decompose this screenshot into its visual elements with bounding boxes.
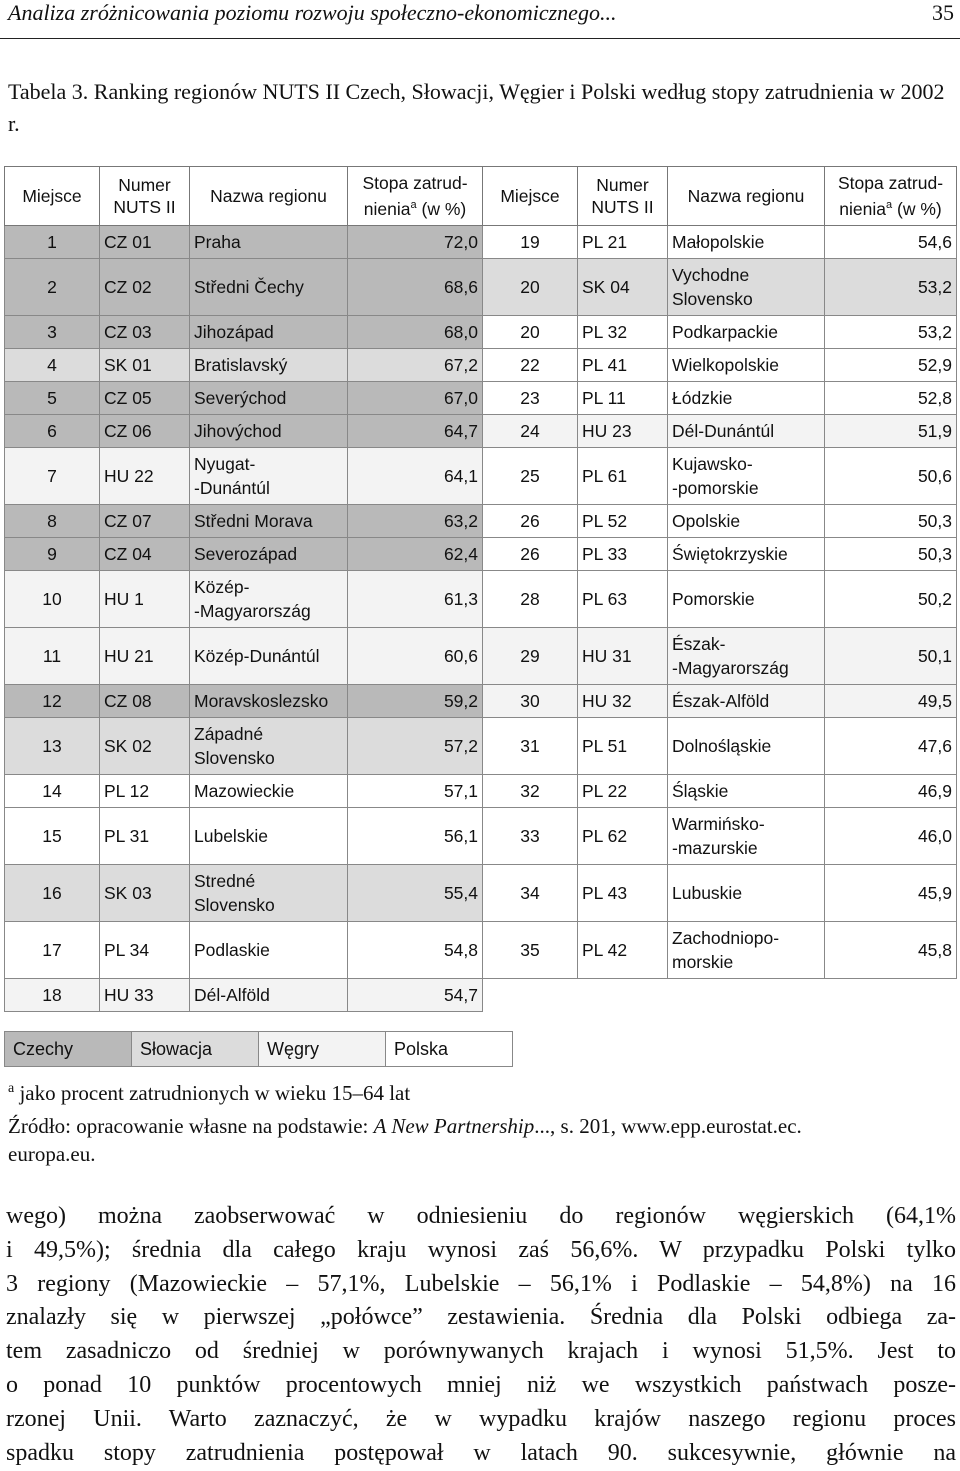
rank-cell (483, 979, 578, 1012)
region-name-cell: Mazowieckie (190, 775, 348, 808)
region-name-cell: Lubuskie (668, 865, 825, 922)
rank-cell: 32 (483, 775, 578, 808)
region-name-line: Zachodniopo- (672, 928, 780, 948)
region-name-cell (668, 922, 825, 979)
rank-cell: 26 (483, 538, 578, 571)
region-name-cell: Małopolskie (668, 226, 825, 259)
header-stopa-unit: (w %) (892, 198, 942, 219)
nuts-code-cell: CZ 02 (100, 259, 190, 316)
body-line: o ponad 10 punktów procentowych mniej niż we wszystkich państwach posze- (6, 1371, 956, 1398)
region-name-cell: Opolskie (668, 505, 825, 538)
rank-cell: 10 (5, 571, 100, 628)
source-prefix: Źródło: opracowanie własne na podstawie: (8, 1114, 374, 1138)
region-name-line: Slovensko (672, 289, 753, 309)
employment-rate-cell: 67,2 (348, 349, 483, 382)
region-name-cell (668, 808, 825, 865)
region-name-cell: Świętokrzyskie (668, 538, 825, 571)
nuts-code-cell: HU 31 (578, 628, 668, 685)
region-name-line: -mazurskie (672, 838, 758, 858)
employment-rate-cell (825, 979, 957, 1012)
rank-cell: 31 (483, 718, 578, 775)
region-name-cell: Středni Morava (190, 505, 348, 538)
rank-cell: 20 (483, 259, 578, 316)
body-line: i 49,5%); średnia dla całego kraju wynosi zaś 56,6%. W przypadku Polski tylko (6, 1236, 956, 1263)
employment-rate-cell: 50,3 (825, 538, 957, 571)
region-name-line: morskie (672, 952, 734, 972)
employment-rate-cell: 50,1 (825, 628, 957, 685)
region-name-cell: Dolnośląskie (668, 718, 825, 775)
nuts-code-cell: PL 63 (578, 571, 668, 628)
nuts-code-cell: SK 01 (100, 349, 190, 382)
running-title: Analiza zróżnicowania poziomu rozwoju społeczno-ekonomicznego... (8, 0, 617, 25)
header-miejsce-right: Miejsce (483, 167, 578, 226)
employment-rate-cell: 52,9 (825, 349, 957, 382)
nuts-code-cell: PL 34 (100, 922, 190, 979)
table-row (5, 571, 957, 628)
region-name-cell (190, 718, 348, 775)
employment-rate-cell: 57,1 (348, 775, 483, 808)
nuts-code-cell: HU 22 (100, 448, 190, 505)
country-legend (4, 1031, 512, 1067)
table-row (5, 226, 957, 259)
table-row (5, 979, 957, 1012)
region-name-cell: Severýchod (190, 382, 348, 415)
header-stopa-line1: Stopa zatrud- (837, 173, 944, 194)
rank-cell: 3 (5, 316, 100, 349)
region-name-line: Západné (194, 724, 264, 744)
region-name-line: Slovensko (194, 748, 275, 768)
region-name-cell: Lubelskie (190, 808, 348, 865)
legend-wegry: Węgry (258, 1031, 386, 1067)
rank-cell: 18 (5, 979, 100, 1012)
header-stopa-line2: nienia (839, 198, 886, 219)
header-nazwa-right: Nazwa regionu (668, 167, 825, 226)
table-caption: Tabela 3. Ranking regionów NUTS II Czech, Słowacji, Węgier i Polski według stopy zatrudnienia w 2002 r. (8, 79, 945, 136)
region-name-cell (190, 571, 348, 628)
rank-cell: 5 (5, 382, 100, 415)
nuts-code-cell: PL 42 (578, 922, 668, 979)
employment-rate-cell: 62,4 (348, 538, 483, 571)
region-name-cell: Praha (190, 226, 348, 259)
region-name-cell: Jihozápad (190, 316, 348, 349)
nuts-code-cell: HU 1 (100, 571, 190, 628)
nuts-code-cell: HU 32 (578, 685, 668, 718)
nuts-code-cell: PL 33 (578, 538, 668, 571)
nuts-code-cell: PL 21 (578, 226, 668, 259)
rank-cell: 9 (5, 538, 100, 571)
nuts-code-cell: PL 43 (578, 865, 668, 922)
region-name-cell: Středni Čechy (190, 259, 348, 316)
employment-rate-cell: 46,9 (825, 775, 957, 808)
body-line: 3 regiony (Mazowieckie – 57,1%, Lubelskie – 56,1% i Podlaskie – 54,8%) na 16 (6, 1270, 956, 1297)
region-name-line: Közép- (194, 577, 250, 597)
region-name-cell: Bratislavský (190, 349, 348, 382)
employment-rate-cell: 50,3 (825, 505, 957, 538)
nuts-code-cell: PL 52 (578, 505, 668, 538)
table-row (5, 865, 957, 922)
source-title: A New Partnership (373, 1114, 535, 1138)
region-name-line: -Dunántúl (194, 478, 270, 498)
employment-rate-cell: 61,3 (348, 571, 483, 628)
region-name-cell: Moravskoslezsko (190, 685, 348, 718)
employment-rate-cell: 67,0 (348, 382, 483, 415)
footnote-marker: a (886, 199, 893, 212)
region-name-cell: Śląskie (668, 775, 825, 808)
rank-cell: 1 (5, 226, 100, 259)
footnote-text: jako procent zatrudnionych w wieku 15–64 lat (14, 1081, 411, 1105)
employment-rate-cell: 50,6 (825, 448, 957, 505)
table-row (5, 349, 957, 382)
region-name-cell (668, 979, 825, 1012)
table-row (5, 538, 957, 571)
nuts-code-cell: CZ 05 (100, 382, 190, 415)
employment-rate-cell: 53,2 (825, 259, 957, 316)
table-header-row (5, 167, 957, 226)
employment-rate-cell: 68,0 (348, 316, 483, 349)
nuts-code-cell: PL 31 (100, 808, 190, 865)
rank-cell: 29 (483, 628, 578, 685)
header-stopa-right (825, 167, 957, 226)
region-name-cell: Łódzkie (668, 382, 825, 415)
employment-rate-cell: 54,8 (348, 922, 483, 979)
nuts-code-cell: PL 22 (578, 775, 668, 808)
region-name-cell: Dél-Alföld (190, 979, 348, 1012)
region-name-cell: Severozápad (190, 538, 348, 571)
nuts-code-cell: CZ 07 (100, 505, 190, 538)
region-name-line: Vychodne (672, 265, 750, 285)
nuts-code-cell: CZ 03 (100, 316, 190, 349)
nuts-code-cell: PL 12 (100, 775, 190, 808)
rank-cell: 4 (5, 349, 100, 382)
employment-rate-cell: 51,9 (825, 415, 957, 448)
table-row (5, 382, 957, 415)
body-line: tem zasadniczo od średniej w porównywanych krajach i wynosi 51,5%. Jest to (6, 1338, 956, 1365)
header-stopa-left (348, 167, 483, 226)
rank-cell: 19 (483, 226, 578, 259)
region-name-cell: Podlaskie (190, 922, 348, 979)
page-number: 35 (932, 0, 954, 25)
rank-cell: 15 (5, 808, 100, 865)
rank-cell: 13 (5, 718, 100, 775)
region-name-cell: Észak-Alföld (668, 685, 825, 718)
page-header (0, 0, 960, 39)
nuts-code-cell: SK 02 (100, 718, 190, 775)
employment-rate-cell: 56,1 (348, 808, 483, 865)
region-name-cell: Közép-Dunántúl (190, 628, 348, 685)
region-name-cell: Jihovýchod (190, 415, 348, 448)
employment-rate-cell: 72,0 (348, 226, 483, 259)
region-name-line: Warmińsko- (672, 814, 765, 834)
source-suffix: ..., s. 201, www.epp.eurostat.ec. (534, 1114, 802, 1138)
employment-rate-cell: 57,2 (348, 718, 483, 775)
body-line: wego) można zaobserwować w odniesieniu do regionów węgierskich (64,1% (6, 1203, 956, 1229)
rank-cell: 28 (483, 571, 578, 628)
employment-rate-cell: 46,0 (825, 808, 957, 865)
employment-rate-cell: 50,2 (825, 571, 957, 628)
rank-cell: 33 (483, 808, 578, 865)
region-name-line: Stredné (194, 871, 256, 891)
rank-cell: 8 (5, 505, 100, 538)
nuts-code-cell: PL 62 (578, 808, 668, 865)
region-name-cell (668, 259, 825, 316)
table-row (5, 628, 957, 685)
source-line2: europa.eu. (8, 1142, 96, 1166)
nuts-code-cell: PL 32 (578, 316, 668, 349)
employment-rate-cell: 54,6 (825, 226, 957, 259)
region-name-line: -Magyarország (672, 658, 789, 678)
table-row (5, 808, 957, 865)
footnote (8, 1075, 954, 1107)
source-note (8, 1112, 954, 1168)
region-name-cell: Wielkopolskie (668, 349, 825, 382)
region-name-cell (190, 448, 348, 505)
rank-cell: 23 (483, 382, 578, 415)
nuts-code-cell: HU 33 (100, 979, 190, 1012)
ranking-table (4, 166, 957, 1012)
footnote-marker: a (410, 199, 417, 212)
body-line: znalazły się w pierwszej „połówce” zestawienia. Średnia dla Polski odbiega za- (6, 1304, 956, 1331)
body-line: spadku stopy zatrudnienia postępował w latach 90. sukcesywnie, głównie na (6, 1439, 956, 1466)
table-row (5, 415, 957, 448)
region-name-line: -Magyarország (194, 601, 311, 621)
employment-rate-cell: 53,2 (825, 316, 957, 349)
rank-cell: 34 (483, 865, 578, 922)
footnote-sup: a (8, 1081, 15, 1096)
rank-cell: 17 (5, 922, 100, 979)
header-stopa-line1: Stopa zatrud- (362, 173, 468, 194)
employment-rate-cell: 55,4 (348, 865, 483, 922)
rank-cell: 30 (483, 685, 578, 718)
region-name-line: Kujawsko- (672, 454, 753, 474)
table-row (5, 505, 957, 538)
header-numer-left: Numer NUTS II (100, 167, 190, 226)
nuts-code-cell: SK 03 (100, 865, 190, 922)
table-row (5, 922, 957, 979)
region-name-line: Slovensko (194, 895, 275, 915)
legend-czechy: Czechy (4, 1031, 132, 1067)
employment-rate-cell: 64,7 (348, 415, 483, 448)
employment-rate-cell: 49,5 (825, 685, 957, 718)
nuts-code-cell: CZ 01 (100, 226, 190, 259)
nuts-code-cell: CZ 08 (100, 685, 190, 718)
rank-cell: 14 (5, 775, 100, 808)
rank-cell: 2 (5, 259, 100, 316)
header-stopa-unit: (w %) (416, 198, 467, 219)
employment-rate-cell: 47,6 (825, 718, 957, 775)
region-name-line: -pomorskie (672, 478, 759, 498)
header-nazwa-left: Nazwa regionu (190, 167, 348, 226)
table-row (5, 316, 957, 349)
header-stopa-line2: nienia (363, 198, 411, 219)
legend-polska: Polska (385, 1031, 513, 1067)
table-row (5, 259, 957, 316)
nuts-code-cell: HU 21 (100, 628, 190, 685)
region-name-line: Nyugat- (194, 454, 256, 474)
rank-cell: 20 (483, 316, 578, 349)
employment-rate-cell: 68,6 (348, 259, 483, 316)
table-row (5, 685, 957, 718)
header-miejsce-left: Miejsce (5, 167, 100, 226)
rank-cell: 16 (5, 865, 100, 922)
employment-rate-cell: 60,6 (348, 628, 483, 685)
nuts-code-cell: CZ 04 (100, 538, 190, 571)
employment-rate-cell: 63,2 (348, 505, 483, 538)
nuts-code-cell: PL 11 (578, 382, 668, 415)
rank-cell: 24 (483, 415, 578, 448)
table-row (5, 775, 957, 808)
rank-cell: 35 (483, 922, 578, 979)
region-name-cell (668, 628, 825, 685)
legend-slowacja: Słowacja (131, 1031, 259, 1067)
nuts-code-cell: HU 23 (578, 415, 668, 448)
region-name-cell: Dél-Dunántúl (668, 415, 825, 448)
rank-cell: 22 (483, 349, 578, 382)
table-row (5, 718, 957, 775)
employment-rate-cell: 45,8 (825, 922, 957, 979)
region-name-cell (668, 448, 825, 505)
body-line: rzonej Unii. Warto zaznaczyć, że w wypadku krajów naszego regionu proces (6, 1405, 956, 1432)
region-name-line: Észak- (672, 634, 726, 654)
rank-cell: 25 (483, 448, 578, 505)
rank-cell: 11 (5, 628, 100, 685)
rank-cell: 26 (483, 505, 578, 538)
nuts-code-cell: SK 04 (578, 259, 668, 316)
table-row (5, 448, 957, 505)
region-name-cell: Podkarpackie (668, 316, 825, 349)
rank-cell: 7 (5, 448, 100, 505)
nuts-code-cell: PL 51 (578, 718, 668, 775)
region-name-cell (190, 865, 348, 922)
employment-rate-cell: 54,7 (348, 979, 483, 1012)
region-name-cell: Pomorskie (668, 571, 825, 628)
employment-rate-cell: 52,8 (825, 382, 957, 415)
employment-rate-cell: 59,2 (348, 685, 483, 718)
header-numer-right: Numer NUTS II (578, 167, 668, 226)
nuts-code-cell: PL 61 (578, 448, 668, 505)
nuts-code-cell: CZ 06 (100, 415, 190, 448)
employment-rate-cell: 64,1 (348, 448, 483, 505)
nuts-code-cell (578, 979, 668, 1012)
rank-cell: 12 (5, 685, 100, 718)
body-paragraph (6, 1200, 956, 1470)
rank-cell: 6 (5, 415, 100, 448)
nuts-code-cell: PL 41 (578, 349, 668, 382)
employment-rate-cell: 45,9 (825, 865, 957, 922)
